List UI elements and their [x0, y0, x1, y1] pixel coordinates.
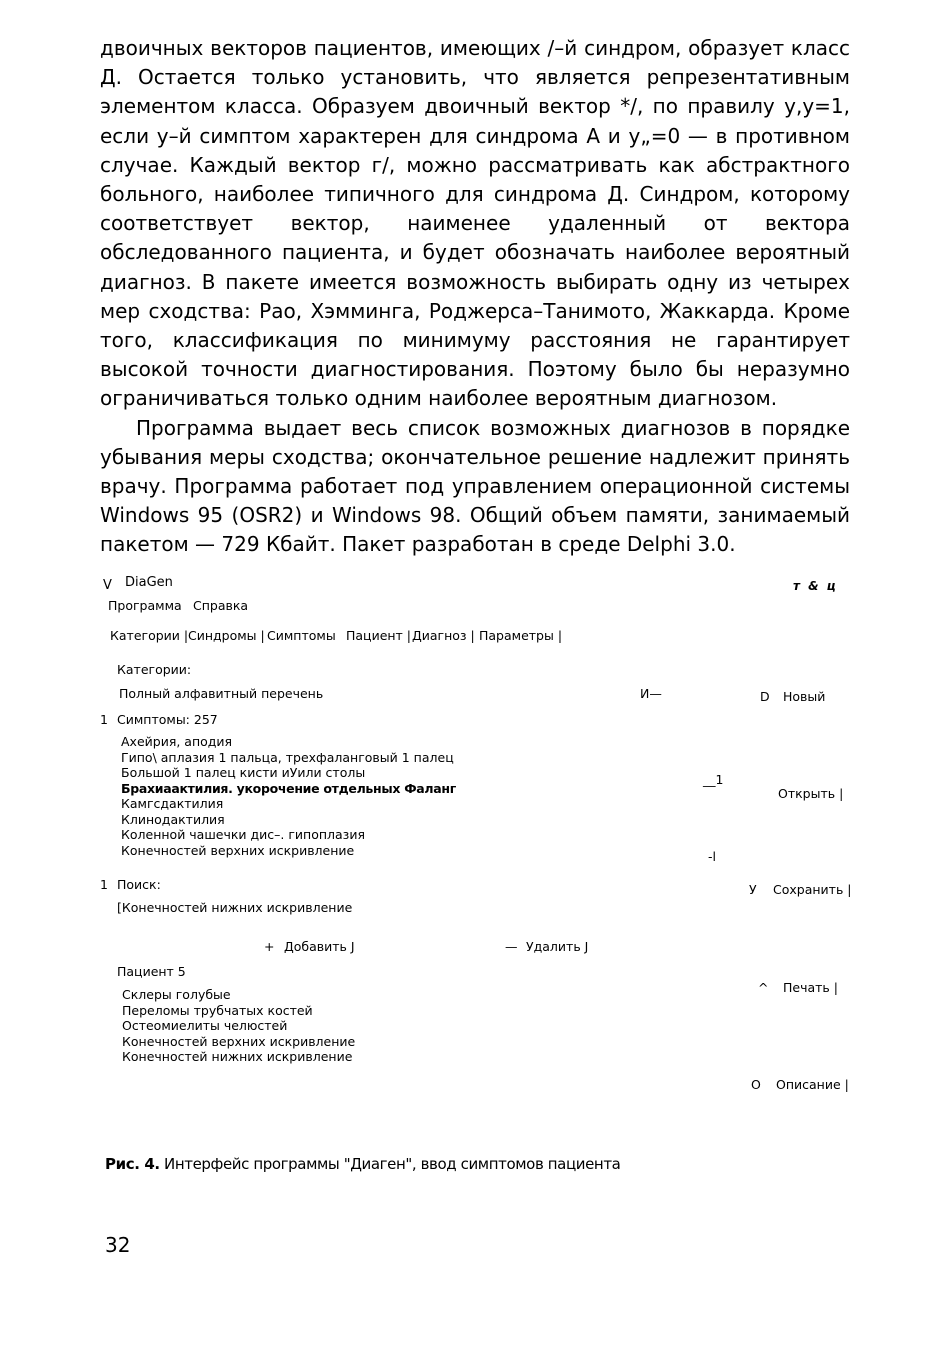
tab-parameters[interactable]: Параметры | [479, 628, 563, 643]
patient-symptoms-list [122, 987, 355, 1065]
list-item-selected[interactable]: Брахиаактилия. укорочение отдельных Фаланг [121, 780, 456, 796]
window-controls[interactable]: т & ц [793, 579, 838, 593]
symptoms-list [121, 734, 456, 858]
remove-icon: — [505, 939, 518, 954]
figure-caption [105, 1155, 620, 1173]
add-button[interactable]: Добавить J [284, 939, 355, 954]
tab-patient[interactable]: Пациент | [346, 628, 412, 643]
page-number: 32 [105, 1233, 131, 1257]
save-icon: У [749, 882, 757, 897]
new-button[interactable]: Новый [783, 689, 826, 704]
new-icon: D [760, 689, 770, 704]
search-input[interactable]: [Конечностей нижних искривление [117, 900, 353, 915]
list-item[interactable]: Переломы трубчатых костей [122, 1002, 313, 1018]
description-icon: О [751, 1077, 761, 1092]
categories-select[interactable]: Полный алфавитный перечень [119, 686, 324, 701]
paragraph-2: Программа выдает весь список возможных диагнозов в порядке убывания меры сходства; окончательное решение надлежит принять врачу. Программа работает под управлением операционной системы Windows 95 (OSR2) и Windows 98. Общий объем памяти, занимаемый пакетом — 729 Кбайт. Пакет разработан в среде Delphi 3.0. [100, 415, 850, 557]
list-item[interactable]: Клинодактилия [121, 811, 225, 827]
search-label: Поиск: [117, 877, 161, 892]
figure-number: Рис. 4. [105, 1155, 160, 1173]
list-item[interactable]: Конечностей верхних искривление [122, 1033, 356, 1049]
scrollbar-up[interactable]: __1 [703, 772, 724, 787]
scrollbar-down[interactable]: -l [708, 849, 716, 864]
symptoms-marker: 1 [100, 712, 108, 727]
tab-syndromes[interactable]: Синдромы | [188, 628, 265, 643]
list-item[interactable]: Конечностей верхних искривление [121, 842, 355, 858]
remove-button[interactable]: Удалить J [526, 939, 589, 954]
tab-diagnosis[interactable]: Диагноз | [412, 628, 475, 643]
list-item[interactable]: Остеомиелиты челюстей [122, 1018, 288, 1033]
list-item[interactable]: Большой 1 палец кисти иУили столы [121, 765, 366, 780]
paragraph-1: двоичных векторов пациентов, имеющих /–й синдром, образует класс Д. Остается только установить, что является репрезентативным элементом класса. Образуем двоичный вектор */, по правилу у,у=1, если у–й симптом характерен для синдрома А и у„=0 — в противном случае. Каждый вектор г/, можно рассматривать как абстрактного больного, наиболее типичного для синдрома Д. Синдром, которому соответствует вектор, наименее удаленный от вектора обследованного пациента, и будет обозначать наиболее вероятный диагноз. В пакете имеется возможность выбирать одну из четырех мер сходства: Рао, Хэмминга, Роджерса–Танимото, Жаккарда. Кроме того, классификация по минимуму расстояния не гарантирует высокой точности диагностирования. Поэтому было бы неразумно ограничиваться только одним наиболее вероятным диагнозом. [100, 36, 850, 411]
tab-categories[interactable]: Категории | [110, 628, 189, 643]
categories-label: Категории: [117, 662, 192, 677]
print-button[interactable]: Печать | [783, 980, 838, 995]
open-button[interactable]: Открыть | [778, 786, 844, 801]
search-marker: 1 [100, 877, 108, 892]
list-item[interactable]: Конечностей нижних искривление [122, 1049, 353, 1064]
add-icon: + [264, 939, 275, 954]
symptoms-label: Симптомы: 257 [117, 712, 218, 727]
list-item[interactable]: Коленной чашечки дис–. гипоплазия [121, 827, 365, 842]
list-item[interactable]: Ахейрия, аподия [121, 734, 233, 749]
list-item[interactable]: Склеры голубые [122, 987, 231, 1002]
menu-item-help[interactable]: Справка [193, 598, 249, 613]
window-icon: V [103, 578, 112, 593]
tab-symptoms[interactable]: Симптомы [267, 628, 336, 643]
window-title: DiaGen [125, 575, 173, 590]
list-item[interactable]: Гипо\ аплазия 1 пальца, трехфаланговый 1 палец [121, 749, 454, 765]
figure-caption-text: Интерфейс программы "Диаген", ввод симптомов пациента [164, 1155, 621, 1173]
patient-label: Пациент 5 [117, 964, 186, 979]
chevron-down-icon[interactable]: И— [640, 686, 662, 701]
description-button[interactable]: Описание | [776, 1077, 849, 1092]
list-item[interactable]: Камгсдактилия [121, 796, 224, 811]
menu-item-program[interactable]: Программа [108, 598, 182, 613]
save-button[interactable]: Сохранить | [773, 882, 852, 897]
print-icon: ^ [758, 980, 769, 995]
